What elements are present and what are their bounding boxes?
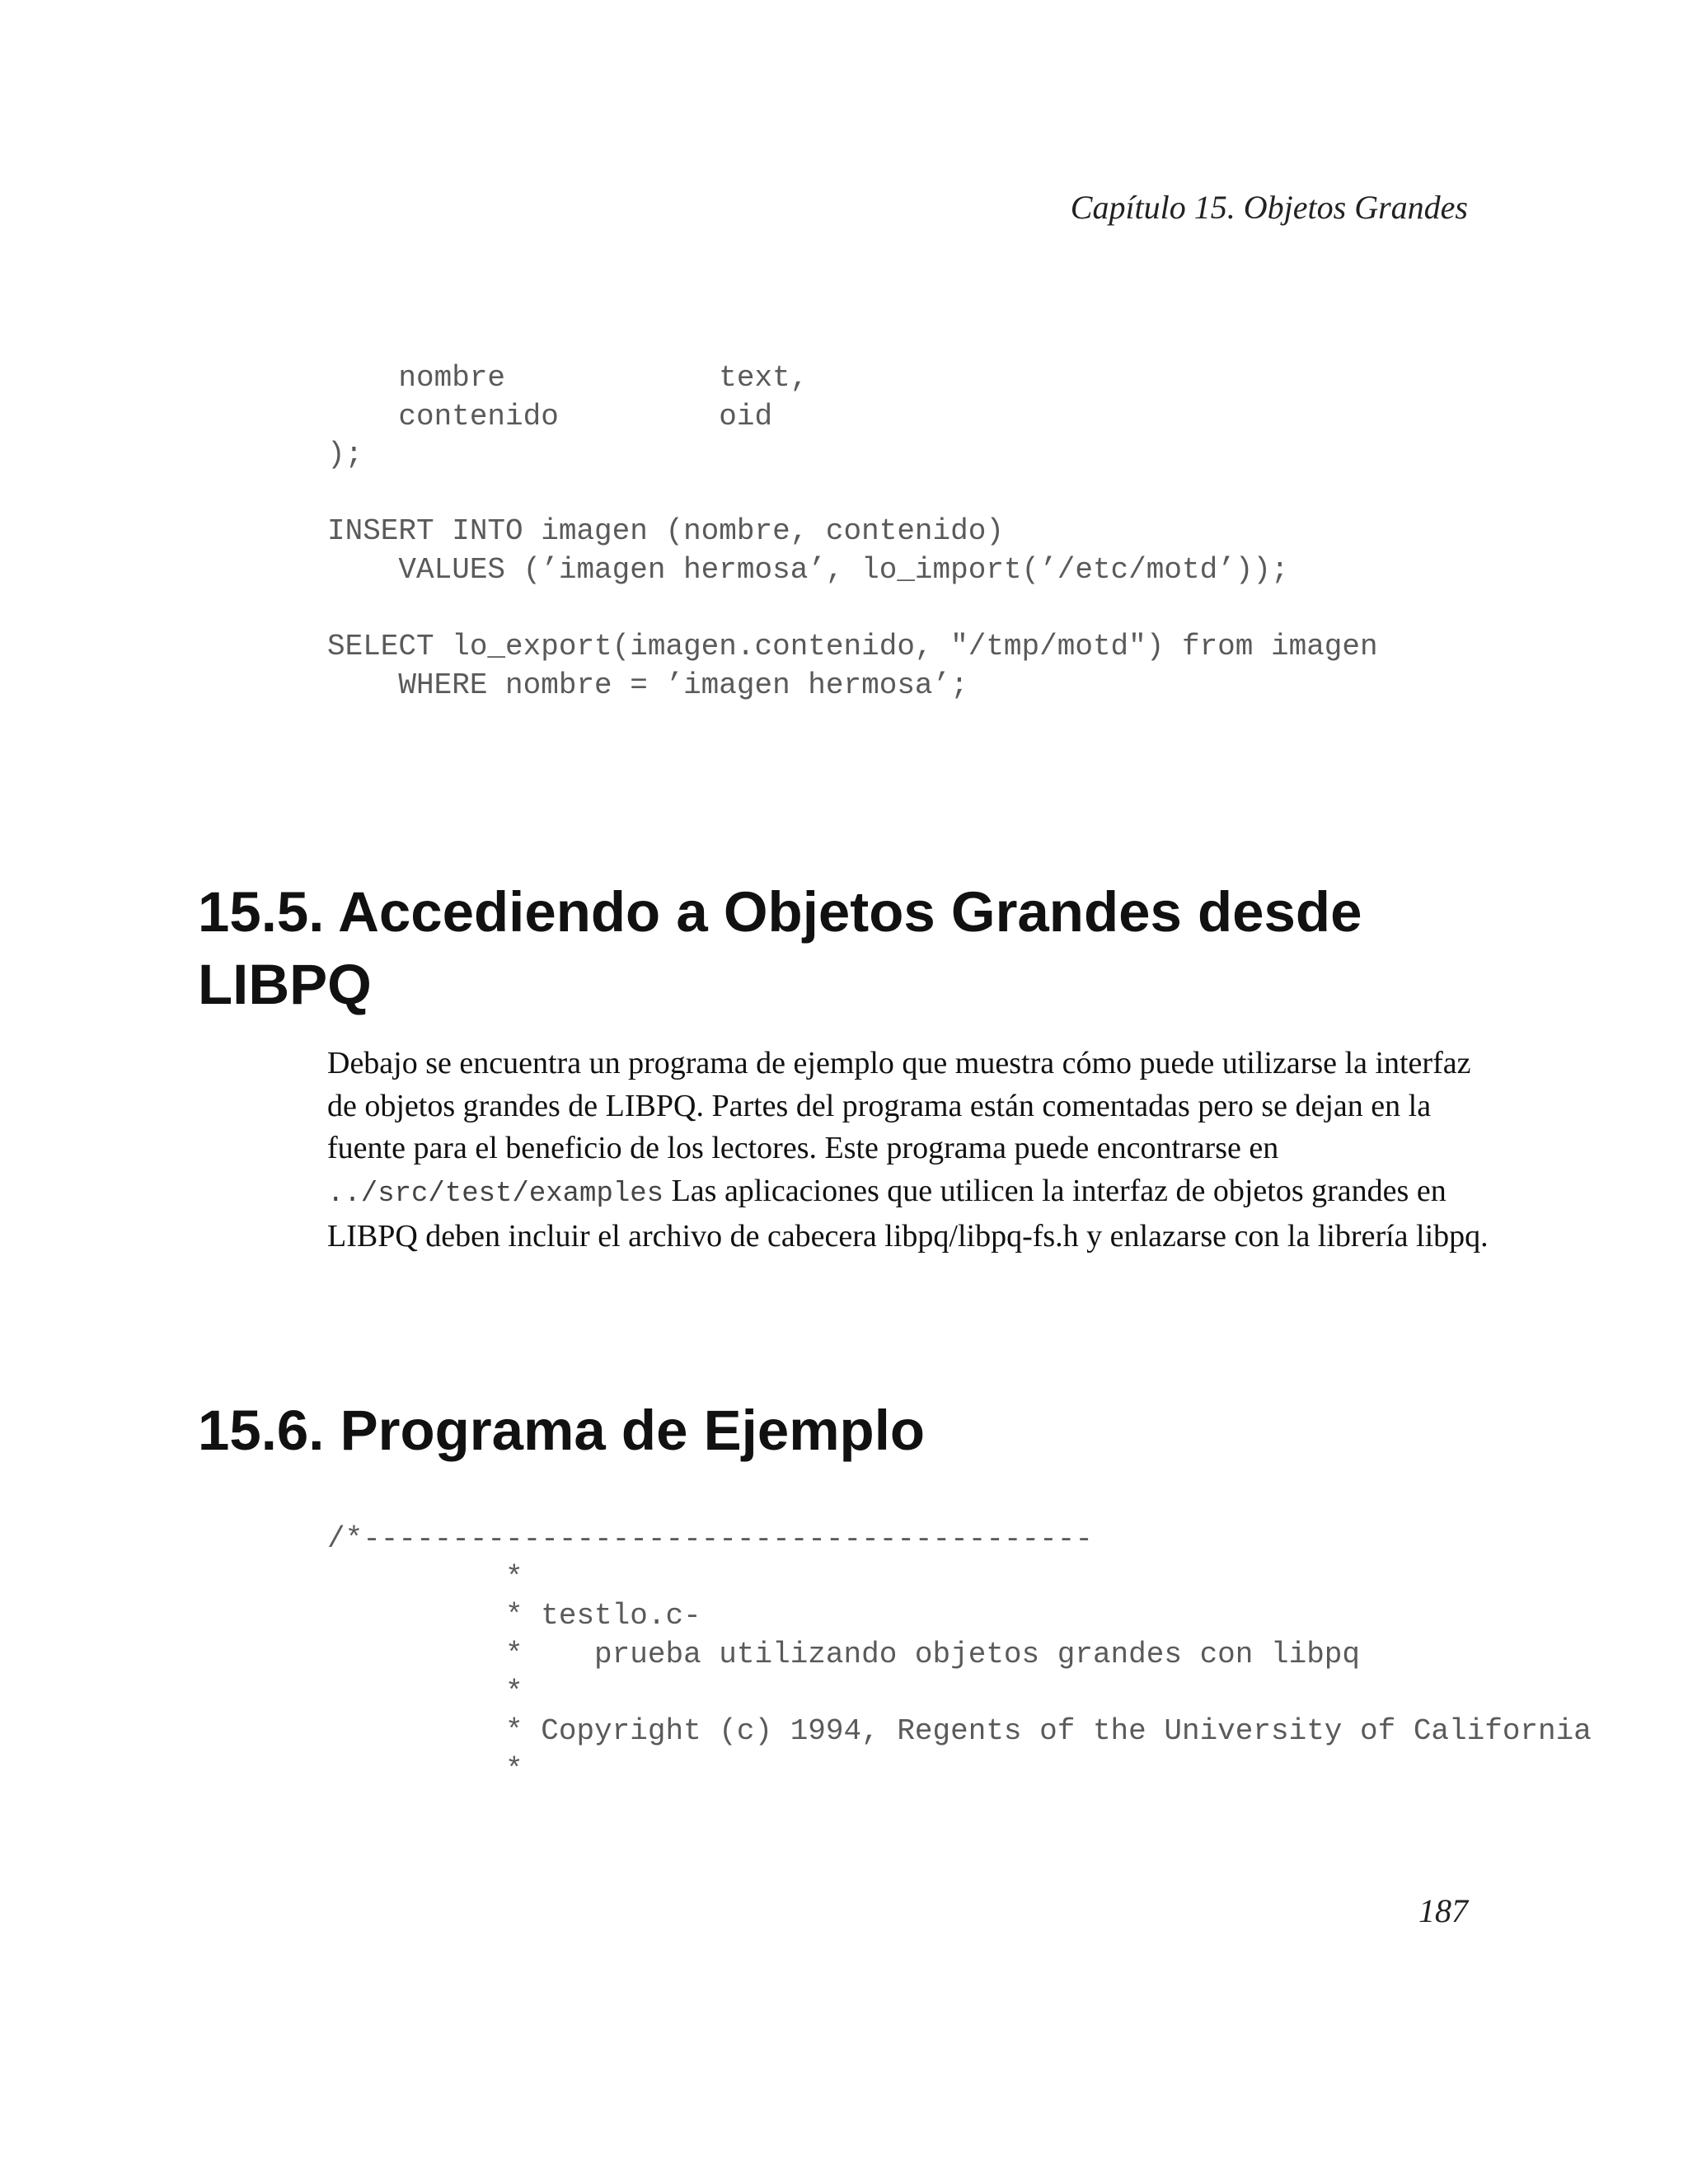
code-line: SELECT lo_export(imagen.contenido, "/tmp/motd") from imagen [327,630,1378,664]
section-heading-15-6: 15.6. Programa de Ejemplo [198,1399,926,1462]
code-line: /*----------------------------------------- [327,1522,1093,1556]
code-line: VALUES (’imagen hermosa’, lo_import(’/etc/motd’)); [327,552,1289,587]
code-line: * testlo.c- [327,1599,701,1633]
code-line: INSERT INTO imagen (nombre, contenido) [327,514,1004,549]
code-line: WHERE nombre = ’imagen hermosa’; [327,668,968,702]
code-line: * [327,1752,523,1787]
paragraph-text: Las aplicaciones que utilicen la interfaz de objetos grandes en LIBPQ deben incluir el archivo de cabecera libpq/libpq-fs.h y enlazarse con la librería libpq. [327,1173,1489,1254]
running-header: Capítulo 15. Objetos Grandes [1070,189,1468,226]
code-line: nombre text, [327,361,809,395]
code-line: * prueba utilizando objetos grandes con libpq [327,1637,1361,1671]
paragraph-text: Debajo se encuentra un programa de ejemplo que muestra cómo puede utilizarse la interfaz de objetos grandes de LIBPQ. Partes del programa están comentadas pero se dejan en la fuente para el beneficio de los lectores. Este programa puede encontrarse en [327,1046,1471,1165]
code-block-sql [327,359,1378,705]
examples-path: ../src/test/examples [327,1178,664,1210]
section-15-5-paragraph [327,1043,1489,1258]
code-line: ); [327,438,363,472]
page-number: 187 [1418,1892,1468,1929]
code-line: contenido oid [327,399,773,434]
section-heading-15-5: 15.5. Accediendo a Objetos Grandes desde LIBPQ [198,880,1362,1016]
code-line: * [327,1675,523,1710]
code-block-c [327,1521,1592,1789]
code-line: * [327,1560,523,1595]
code-line: * Copyright (c) 1994, Regents of the University of California [327,1713,1592,1748]
